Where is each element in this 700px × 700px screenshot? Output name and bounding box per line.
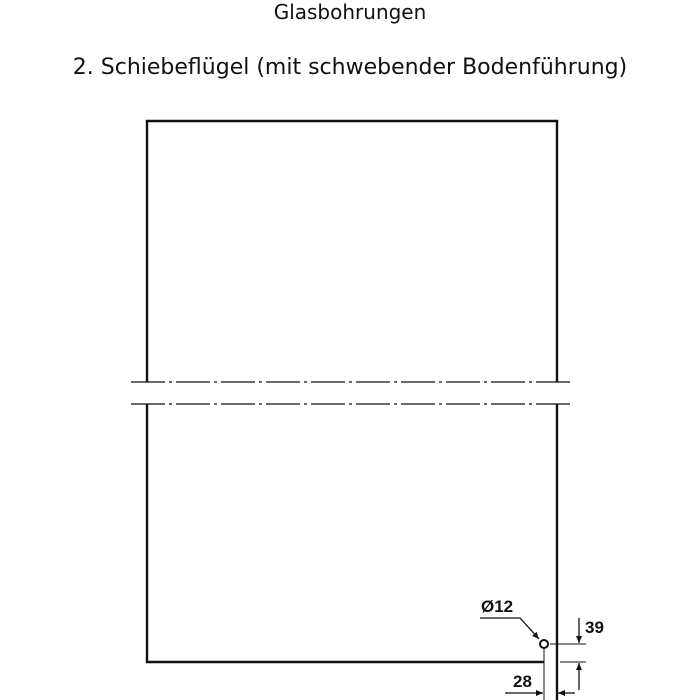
drawing-title: Glasbohrungen bbox=[273, 0, 427, 24]
diameter-leader-line bbox=[480, 618, 539, 639]
vertical-offset-label: 39 bbox=[585, 618, 604, 637]
glass-panel-lower-outline bbox=[147, 404, 544, 662]
horizontal-offset-label: 28 bbox=[513, 672, 532, 691]
glass-panel-upper-outline bbox=[147, 121, 557, 382]
drawing-subtitle: 2. Schiebeflügel (mit schwebender Bodenführung) bbox=[72, 55, 628, 80]
hole-diameter-label: Ø12 bbox=[481, 597, 514, 616]
drill-hole bbox=[540, 640, 548, 648]
